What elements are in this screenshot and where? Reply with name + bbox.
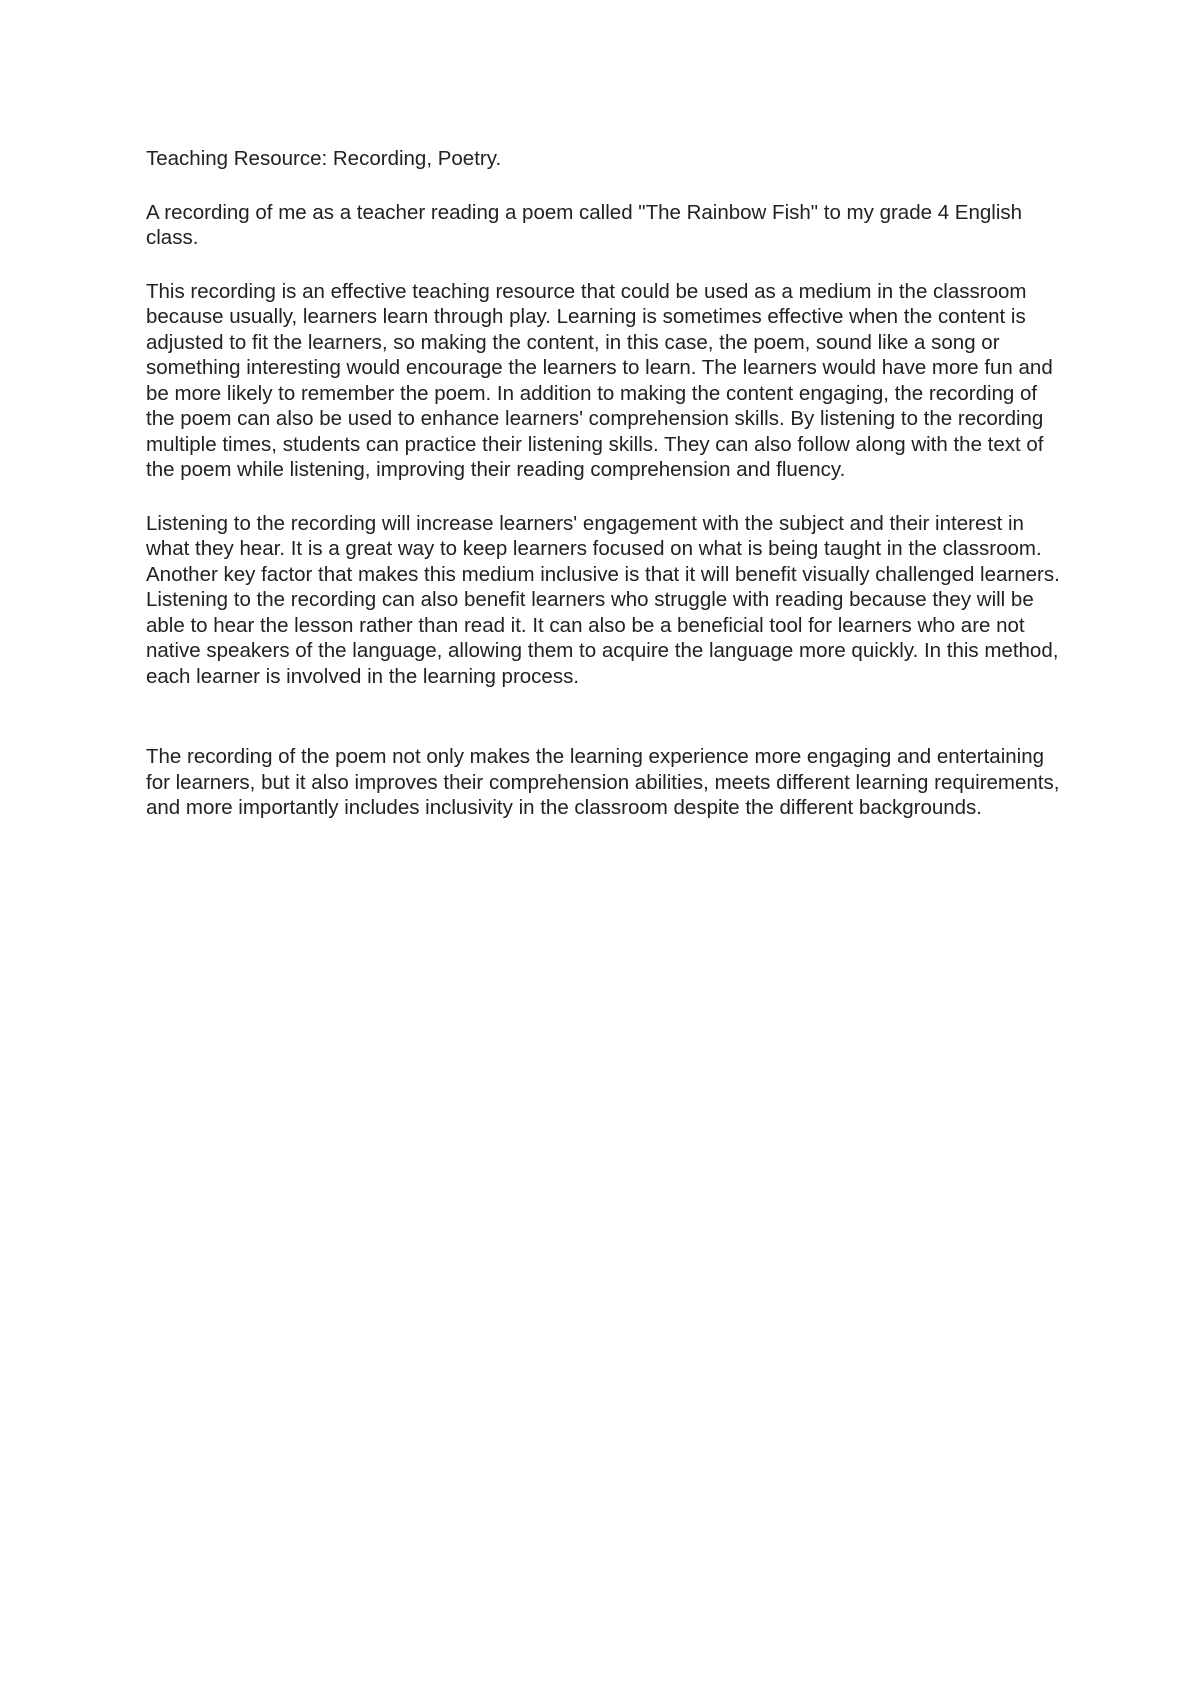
paragraph-engagement: Listening to the recording will increase learners' engagement with the subject and their interest in what they hear. It is a great way to keep learners focused on what is being taught in the classroom. xyxy=(146,511,1042,560)
paragraph-intro: A recording of me as a teacher reading a poem called "The Rainbow Fish" to my grade 4 English class. xyxy=(146,200,1023,249)
document-title: Teaching Resource: Recording, Poetry. xyxy=(146,147,502,170)
document-body xyxy=(146,146,1066,821)
paragraph-inclusivity: Another key factor that makes this medium inclusive is that it will benefit visually challenged learners. Listening to the recording can also benefit learners who struggle with reading because they will be able to hear the lesson rather than read it. It can also be a beneficial tool for learners who are not native speakers of the language, allowing them to acquire the language more quickly. In this method, each learner is involved in the learning process. xyxy=(146,562,1060,688)
paragraph-effectiveness: This recording is an effective teaching resource that could be used as a medium in the classroom because usually, learners learn through play. Learning is sometimes effective when the content is adjusted to fit the learners, so making the content, in this case, the poem, sound like a song or something interesting would encourage the learners to learn. The learners would have more fun and be more likely to remember the poem. In addition to making the content engaging, the recording of the poem can also be used to enhance learners' comprehension skills. By listening to the recording multiple times, students can practice their listening skills. They can also follow along with the text of the poem while listening, improving their reading comprehension and fluency. xyxy=(146,279,1053,481)
paragraph-conclusion: The recording of the poem not only makes the learning experience more engaging and entertaining for learners, but it also improves their comprehension abilities, meets different learning requirements, and more importantly includes inclusivity in the classroom despite the different backgrounds. xyxy=(146,745,1060,819)
